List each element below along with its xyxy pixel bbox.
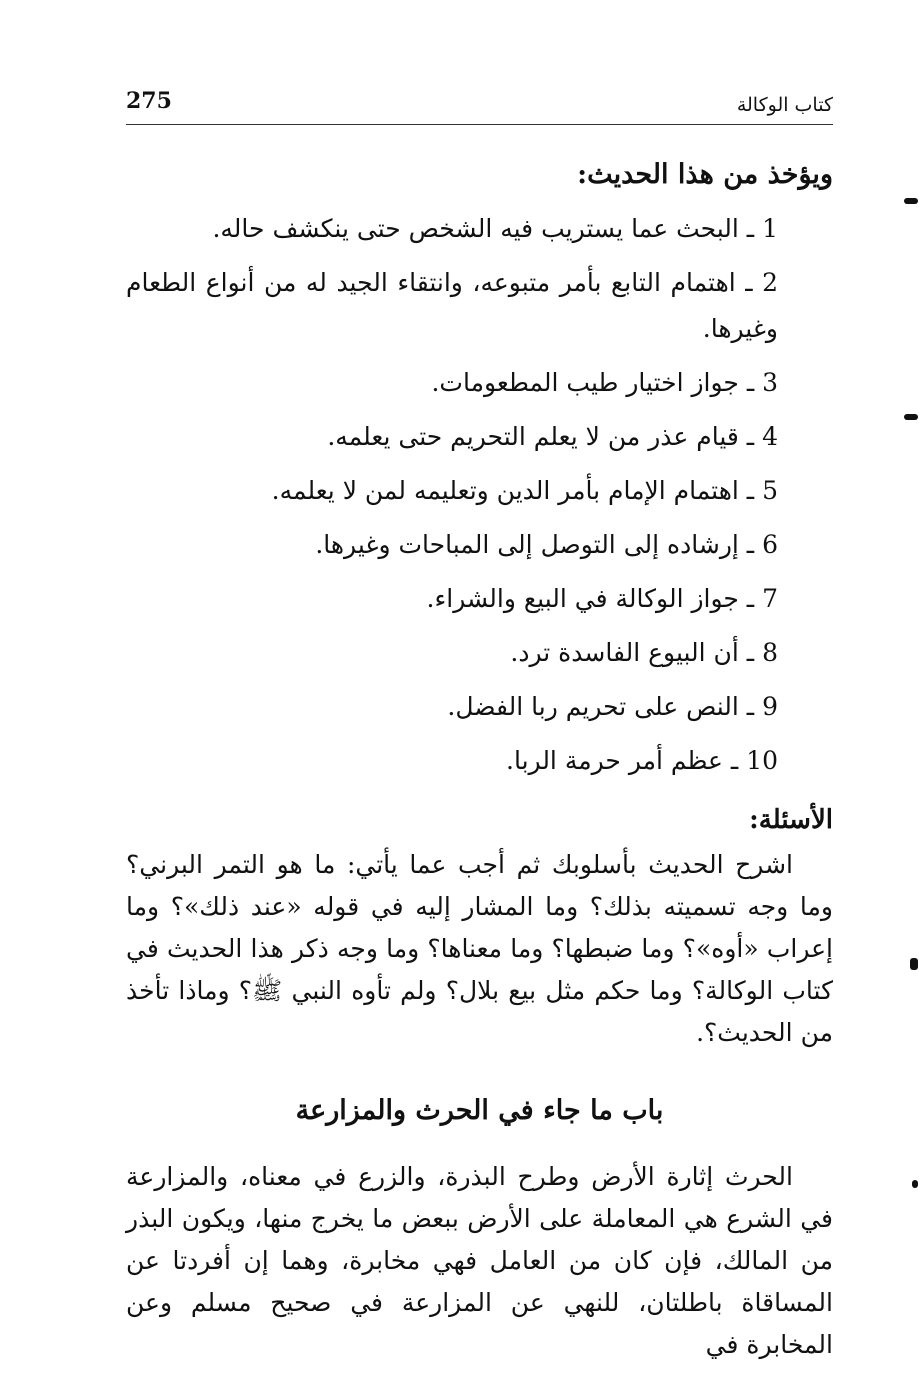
list-item: 3 ـ جواز اختيار طيب المطعومات. <box>431 368 778 397</box>
list-item: 10 ـ عظم أمر حرمة الربا. <box>506 746 778 775</box>
margin-mark <box>904 198 918 204</box>
chapter-paragraph: الحرث إثارة الأرض وطرح البذرة، والزرع في معناه، والمزارعة في الشرع هي المعاملة على الأرض ببعض ما يخرج منها، ويكون البذر من المالك، فإن كان من العامل فهي مخابرة، وهما إن أفردتا عن المساقاة باطلتان، للنهي عن المزارعة في صحيح مسلم وعن المخابرة في <box>126 1162 833 1359</box>
running-title: كتاب الوكالة <box>736 94 833 116</box>
questions-paragraph: اشرح الحديث بأسلوبك ثم أجب عما يأتي: ما هو التمر البرني؟ وما وجه تسميته بذلك؟ وما المشار إليه في قوله «عند ذلك»؟ وما إعراب «أوه»؟ وما ضبطها؟ وما معناها؟ وما وجه ذكر هذا الحديث في كتاب الوكالة؟ وما حكم مثل بيع بلال؟ ولم تأوه النبي ﷺ؟ وماذا تأخذ من الحديث؟. <box>126 850 833 1047</box>
benefits-heading: ويؤخذ من هذا الحديث: <box>577 159 833 190</box>
list-item: 6 ـ إرشاده إلى التوصل إلى المباحات وغيرها. <box>315 530 778 559</box>
margin-mark <box>912 1180 918 1188</box>
list-item: 7 ـ جواز الوكالة في البيع والشراء. <box>426 584 778 613</box>
benefits-list <box>126 202 833 788</box>
list-item: 5 ـ اهتمام الإمام بأمر الدين وتعليمه لمن لا يعلمه. <box>271 476 778 505</box>
page-number: 275 <box>126 88 172 114</box>
questions-heading: الأسئلة: <box>749 805 833 835</box>
list-item: 2 ـ اهتمام التابع بأمر متبوعه، وانتقاء الجيد له من أنواع الطعام وغيرها. <box>126 268 778 343</box>
margin-mark <box>910 958 918 970</box>
page-content <box>126 150 833 1366</box>
list-item: 9 ـ النص على تحريم ربا الفضل. <box>447 692 778 721</box>
page-header <box>126 88 833 124</box>
list-item: 8 ـ أن البيوع الفاسدة ترد. <box>510 638 778 667</box>
margin-mark <box>904 414 918 420</box>
list-item: 4 ـ قيام عذر من لا يعلم التحريم حتى يعلمه. <box>327 422 778 451</box>
list-item: 1 ـ البحث عما يستريب فيه الشخص حتى ينكشف حاله. <box>212 214 778 243</box>
chapter-title: باب ما جاء في الحرث والمزارعة <box>295 1095 664 1126</box>
header-rule <box>126 124 833 125</box>
